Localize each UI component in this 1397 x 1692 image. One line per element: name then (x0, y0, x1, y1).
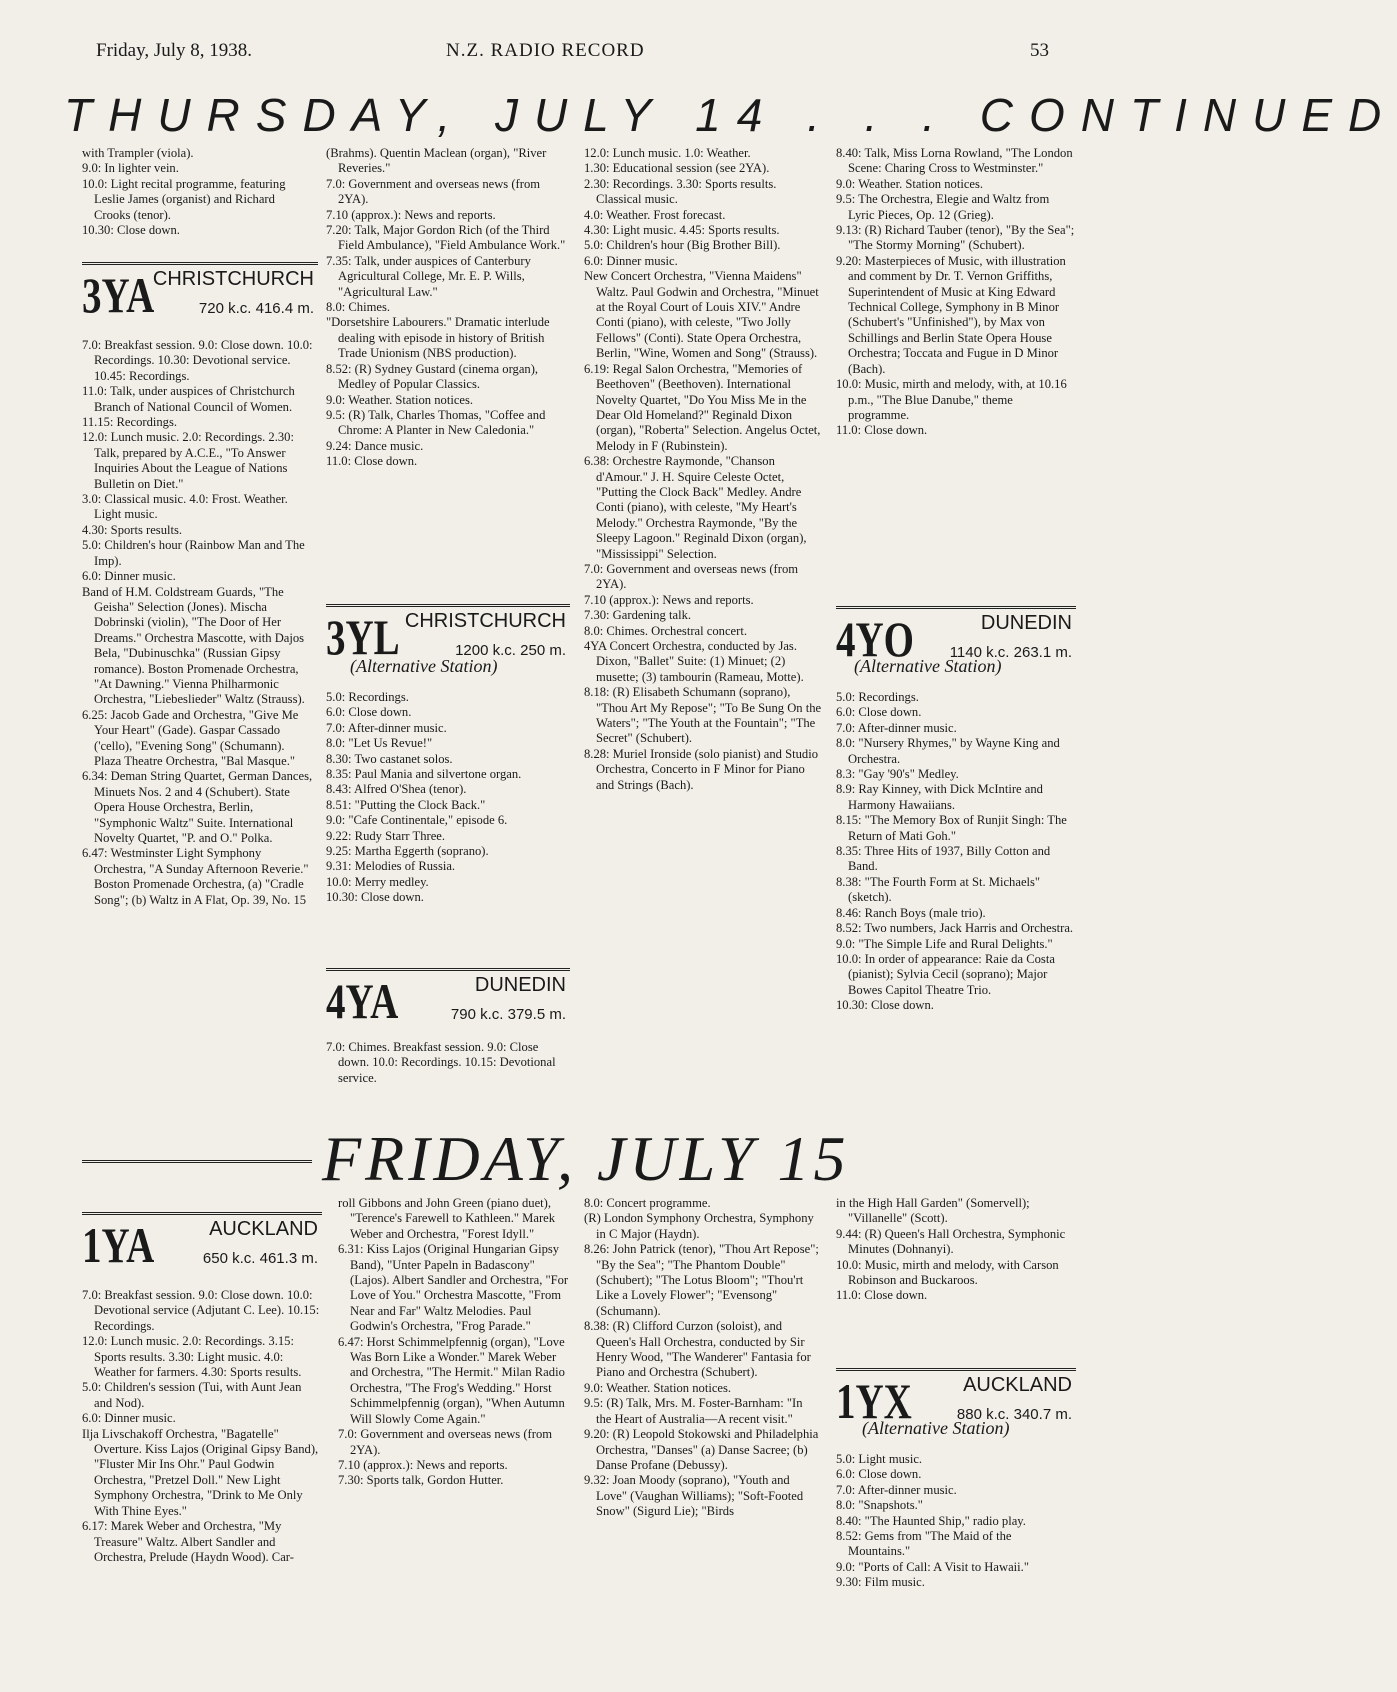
programme-entry: 8.30: Two castanet solos. (326, 751, 453, 766)
programme-entry: 6.47: Westminster Light Symphony Orchestra, "A Sunday Afternoon Reverie." Boston Promenade Orchestra, (a) "Cradle Song"; (b) Waltz in A Flat, Op. 39, No. 15 (82, 846, 309, 907)
programme-entry: roll Gibbons and John Green (piano duet), "Terence's Farewell to Kathleen." Marek Weber and Orchestra, "Forest Idyll." (338, 1196, 556, 1241)
programme-entry: 6.19: Regal Salon Orchestra, "Memories of Beethoven" (Beethoven). International Novelty Quartet, "Do You Miss Me in the Dear Old Homeland?" Reginald Dixon (organ), "Roberta" Selection. Angelus Octet, Melody in F (Rubinstein). (584, 361, 821, 453)
programme-entry: 5.0: Children's hour (Rainbow Man and The Imp). (82, 538, 305, 568)
programme-entry: 6.17: Marek Weber and Orchestra, "My Treasure" Waltz. Albert Sandler and Orchestra, Prelude (Haydn Wood). Car- (82, 1519, 294, 1564)
programme-entry: 6.0: Close down. (836, 1467, 922, 1482)
friday-col2 (338, 1196, 570, 1489)
thursday-col1-top (82, 146, 314, 238)
programme-entry: 9.0: Weather. Station notices. (584, 1380, 732, 1395)
programme-entry: 8.35: Three Hits of 1937, Billy Cotton and Band. (836, 844, 1051, 874)
station-call: 4YO (836, 611, 914, 667)
programme-entry: 9.44: (R) Queen's Hall Orchestra, Symphonic Minutes (Dohnanyi). (836, 1226, 1066, 1257)
programme-entry: 6.31: Kiss Lajos (Original Hungarian Gipsy Band), "Unter Papeln in Badascony" (Lajos). Albert Sandler and Orchestra, "For Love of You." Orchestra Mascotte, "From Near and Far" Waltz Melodies. Paul Godwin's Orchestra, "Frog Parade." (338, 1242, 569, 1334)
station-1yx-alternative: (Alternative Station) (862, 1418, 1010, 1438)
programme-entry: 11.0: Close down. (836, 423, 928, 438)
programme-entry: in the High Hall Garden" (Somervell); "Villanelle" (Scott). (836, 1196, 1030, 1226)
station-call: 1YA (82, 1217, 155, 1273)
programme-entry: 12.0: Lunch music. 2.0: Recordings. 3.15: Sports results. 3.30: Light music. 4.0: Weather for farmers. 4.30: Sports results. (82, 1334, 302, 1380)
programme-entry: 11.0: Close down. (836, 1288, 928, 1303)
thursday-col2-top (326, 146, 568, 470)
thursday-col2-4ya (326, 1040, 568, 1086)
programme-entry: 10.0: Light recital programme, featuring Leslie James (organist) and Richard Crooks (tenor). (82, 176, 286, 222)
station-city: CHRISTCHURCH (152, 268, 314, 290)
programme-entry: 6.0: Close down. (326, 705, 412, 720)
programme-entry: 7.0: After-dinner music. (836, 1482, 957, 1497)
station-city: DUNEDIN (980, 612, 1072, 634)
friday-col1 (82, 1288, 322, 1565)
thursday-col4-top (836, 146, 1076, 439)
station-rule (836, 606, 1076, 609)
programme-entry: Ilja Livschakoff Orchestra, "Bagatelle" Overture. Kiss Lajos (Original Gipsy Band), "Fluster Mir Ins Ohr." Paul Godwin Orchestra, "Pretzel Doll." New Light Symphony Orchestra, "Drink to Me Only With Thine Eyes." (82, 1426, 319, 1518)
station-frequency: 1200 k.c. 250 m. (455, 642, 566, 659)
programme-entry: 7.0: Government and overseas news (from 2YA). (338, 1427, 553, 1457)
friday-col4-top (836, 1196, 1076, 1304)
programme-entry: 10.0: Merry medley. (326, 874, 429, 889)
station-rule (326, 968, 570, 971)
programme-entry: 3.0: Classical music. 4.0: Frost. Weather. Light music. (82, 492, 288, 522)
programme-entry: 7.0: Chimes. Breakfast session. 9.0: Close down. 10.0: Recordings. 10.15: Devotional service. (326, 1040, 556, 1085)
programme-entry: 8.43: Alfred O'Shea (tenor). (326, 782, 467, 797)
programme-entry: 8.0: "Snapshots." (836, 1498, 923, 1513)
programme-entry: 10.30: Close down. (326, 890, 424, 905)
programme-entry: 9.0: In lighter vein. (82, 161, 179, 176)
programme-entry: 9.13: (R) Richard Tauber (tenor), "By the Sea"; "The Stormy Morning" (Schubert). (836, 223, 1075, 253)
programme-entry: 4.0: Weather. Frost forecast. (584, 207, 726, 222)
programme-entry: 9.0: Weather. Station notices. (836, 176, 984, 191)
programme-entry: 9.0: "Ports of Call: A Visit to Hawaii." (836, 1559, 1029, 1574)
thursday-col4-4yo (836, 690, 1076, 1014)
programme-entry: 7.10 (approx.): News and reports. (326, 207, 496, 222)
programme-entry: 8.9: Ray Kinney, with Dick McIntire and Harmony Hawaiians. (836, 782, 1043, 812)
programme-entry: 6.34: Deman String Quartet, German Dances, Minuets Nos. 2 and 4 (Schubert). State Opera House Orchestra, Berlin, "Symphonic Waltz" Suite. International Novelty Quartet, "P. and O." Polka. (82, 769, 313, 845)
programme-entry: 9.22: Rudy Starr Three. (326, 828, 446, 843)
programme-entry: 7.0: After-dinner music. (836, 720, 957, 735)
running-date: Friday, July 8, 1938. (96, 40, 253, 61)
programme-entry: (R) London Symphony Orchestra, Symphony in C Major (Haydn). (584, 1211, 814, 1241)
programme-entry: 8.38: (R) Clifford Curzon (soloist), and Queen's Hall Orchestra, conducted by Sir Henry Wood, "The Wanderer" Fantasia for Piano and Orchestra (Schubert). (584, 1319, 811, 1380)
station-city: AUCKLAND (209, 1218, 318, 1240)
programme-entry: 5.0: Light music. (836, 1452, 923, 1466)
programme-entry: 6.0: Dinner music. (82, 1411, 176, 1426)
thursday-heading: THURSDAY, JULY 14 . . . CONTINUED (64, 89, 1397, 141)
programme-entry: 10.30: Close down. (836, 998, 934, 1013)
programme-entry: 8.0: Concert programme. (584, 1196, 711, 1210)
programme-entry: 9.5: The Orchestra, Elegie and Waltz from Lyric Pieces, Op. 12 (Grieg). (836, 192, 1050, 222)
programme-entry: 8.40: Talk, Miss Lorna Rowland, "The London Scene: Charing Cross to Westminster." (836, 146, 1073, 176)
programme-entry: 8.3: "Gay '90's" Medley. (836, 767, 959, 782)
programme-entry: (Brahms). Quentin Maclean (organ), "River Reveries." (326, 146, 547, 176)
programme-entry: 10.30: Close down. (82, 223, 180, 238)
programme-entry: 7.0: Breakfast session. 9.0: Close down. 10.0: Recordings. 10.30: Devotional service. 10.45: Recordings. (82, 338, 313, 383)
programme-entry: 11.0: Talk, under auspices of Christchurch Branch of National Council of Women. (82, 384, 295, 414)
programme-entry: 11.15: Recordings. (82, 415, 178, 430)
station-rule (836, 1368, 1076, 1371)
programme-entry: 8.51: "Putting the Clock Back." (326, 797, 486, 812)
programme-entry: 10.0: In order of appearance: Raie da Costa (pianist); Sylvia Cecil (soprano); Major Bowes Capitol Theatre Trio. (836, 951, 1055, 997)
thursday-col2-3yl (326, 690, 568, 906)
friday-col4-1yx (836, 1452, 1076, 1591)
programme-entry: 6.0: Close down. (836, 705, 922, 720)
station-4yo-alternative: (Alternative Station) (854, 656, 1002, 676)
station-call: 3YL (326, 609, 400, 665)
programme-entry: 5.0: Recordings. (326, 690, 409, 704)
programme-entry: 9.24: Dance music. (326, 438, 424, 453)
friday-col3 (584, 1196, 820, 1520)
programme-entry: 8.0: "Nursery Rhymes," by Wayne King and Orchestra. (836, 736, 1060, 766)
friday-heading: FRIDAY, JULY 15 (322, 1123, 850, 1194)
programme-entry: 6.0: Dinner music. (82, 569, 176, 584)
programme-entry: 9.20: (R) Leopold Stokowski and Philadelphia Orchestra, "Danses" (a) Danse Sacree; (b) Danse Profane (Debussy). (584, 1427, 819, 1472)
programme-entry: 7.30: Gardening talk. (584, 608, 692, 623)
programme-entry: 7.35: Talk, under auspices of Canterbury Agricultural College, Mr. E. P. Wills, "Agricultural Law." (326, 253, 531, 299)
station-rule (82, 262, 318, 265)
friday-rule-left (82, 1160, 312, 1163)
programme-entry: 8.52: Gems from "The Maid of the Mountains." (836, 1529, 1012, 1559)
station-rule (326, 604, 570, 607)
programme-entry: 9.5: (R) Talk, Mrs. M. Foster-Barnham: "In the Heart of Australia—A recent visit." (584, 1396, 803, 1426)
programme-entry: 8.0: Chimes. (326, 300, 391, 315)
station-call: 4YA (326, 973, 399, 1029)
station-4ya (326, 968, 570, 1034)
programme-entry: 6.47: Horst Schimmelpfennig (organ), "Love Was Born Like a Wonder." Marek Weber and Orchestra, "The Hermit." Milan Radio Orchestra, "The Frog's Wedding." Horst Schimmelpfennig (organ), "When Autumn Will Slowly Come Again." (338, 1334, 565, 1426)
station-city: DUNEDIN (474, 974, 566, 996)
station-frequency: 720 k.c. 416.4 m. (198, 300, 314, 317)
programme-entry: 11.0: Close down. (326, 454, 418, 469)
programme-entry: 7.0: After-dinner music. (326, 720, 447, 735)
programme-entry: 7.0: Government and overseas news (from 2YA). (326, 176, 541, 207)
programme-entry: 6.25: Jacob Gade and Orchestra, "Give Me Your Heart" (Gade). Gaspar Cassado ('cello), "Evening Song" (Schumann). Plaza Theatre Orchestra, "Bal Masque." (82, 707, 299, 768)
programme-entry: 8.38: "The Fourth Form at St. Michaels" (sketch). (836, 874, 1041, 905)
station-3yl-alternative: (Alternative Station) (350, 656, 498, 676)
programme-entry: 7.30: Sports talk, Gordon Hutter. (338, 1473, 504, 1488)
programme-entry: 6.0: Dinner music. (584, 253, 678, 268)
station-1ya (82, 1212, 322, 1278)
programme-entry: 9.0: "The Simple Life and Rural Delights." (836, 936, 1053, 951)
programme-entry: 2.30: Recordings. 3.30: Sports results. Classical music. (584, 176, 777, 207)
programme-entry: 9.32: Joan Moody (soprano), "Youth and Love" (Vaughan Williams); "Soft-Footed Snow" (Sigurd Lie); "Birds (584, 1473, 804, 1519)
programme-entry: 8.52: (R) Sydney Gustard (cinema organ), Medley of Popular Classics. (326, 361, 539, 392)
programme-entry: 10.0: Music, mirth and melody, with Carson Robinson and Buckaroos. (836, 1257, 1059, 1288)
programme-entry: 8.35: Paul Mania and silvertone organ. (326, 767, 522, 782)
page-number: 53 (1030, 40, 1049, 61)
programme-entry: 5.0: Recordings. (836, 690, 919, 704)
programme-entry: 8.40: "The Haunted Ship," radio play. (836, 1513, 1026, 1528)
programme-entry: 9.5: (R) Talk, Charles Thomas, "Coffee and Chrome: A Planter in New Caledonia." (326, 407, 546, 438)
programme-entry: 9.30: Film music. (836, 1575, 925, 1590)
thursday-col3 (584, 146, 822, 793)
thursday-col1-rest (82, 338, 314, 908)
programme-entry: 8.26: John Patrick (tenor), "Thou Art Repose"; "By the Sea"; "The Phantom Double" (Schubert); "The Lotus Bloom"; "Thou'rt Like a Lovely Flower"; "Evensong" (Schumann). (584, 1242, 819, 1318)
programme-entry: 9.25: Martha Eggerth (soprano). (326, 844, 489, 859)
station-3ya (82, 262, 318, 328)
programme-entry: 7.20: Talk, Major Gordon Rich (of the Third Field Ambulance), "Field Ambulance Work." (326, 223, 566, 253)
programme-entry: 12.0: Lunch music. 2.0: Recordings. 2.30: Talk, prepared by A.C.E., "To Answer Inquiries About the League of Nations Bulletin on Diet." (82, 430, 294, 491)
programme-entry: 4.30: Sports results. (82, 522, 183, 537)
station-call: 3YA (82, 267, 155, 323)
programme-entry: 7.10 (approx.): News and reports. (338, 1457, 508, 1472)
programme-entry: with Trampler (viola). (82, 146, 194, 160)
programme-entry: 1.30: Educational session (see 2YA). (584, 161, 770, 176)
publication-title: N.Z. RADIO RECORD (446, 40, 645, 61)
programme-entry: 9.0: Weather. Station notices. (326, 392, 474, 407)
station-frequency: 790 k.c. 379.5 m. (450, 1006, 566, 1023)
station-city: AUCKLAND (963, 1374, 1072, 1396)
programme-entry: New Concert Orchestra, "Vienna Maidens" Waltz. Paul Godwin and Orchestra, "Minuet at the Royal Court of Louis XIV." Andre Conti (piano), with celeste, "Two Jolly Fellows" (Conti). State Opera Orchestra, Berlin, "Wine, Women and Song" (Strauss). (584, 269, 819, 361)
station-frequency: 1140 k.c. 263.1 m. (949, 644, 1072, 661)
programme-entry: 5.0: Children's session (Tui, with Aunt Jean and Nod). (82, 1380, 302, 1410)
programme-entry: "Dorsetshire Labourers." Dramatic interlude dealing with episode in history of British Trade Unionism (NBS production). (326, 315, 550, 361)
programme-entry: 8.15: "The Memory Box of Runjit Singh: The Return of Mati Goh." (836, 813, 1067, 843)
programme-entry: 9.20: Masterpieces of Music, with illustration and comment by Dr. T. Vernon Griffiths, Superintendent of Music at King Edward Technical College, Symphony in B Minor (Schubert's "Unfinished"), by Max von Schillings and Berlin State Opera House Orchestra; Toccata and Fugue in D Minor (Bach). (836, 253, 1066, 376)
programme-entry: 8.18: (R) Elisabeth Schumann (soprano), "Thou Art My Repose"; "To Be Sung On the Waters"; "The Youth at the Fountain"; "The Secret" (Schubert). (584, 685, 822, 746)
programme-entry: 7.0: Breakfast session. 9.0: Close down. 10.0: Devotional service (Adjutant C. Lee). 10.15: Recordings. (82, 1288, 320, 1333)
station-rule (82, 1212, 322, 1215)
programme-entry: 12.0: Lunch music. 1.0: Weather. (584, 146, 751, 160)
programme-entry: Band of H.M. Coldstream Guards, "The Geisha" Selection (Jones). Mischa Dobrinski (violin), "The Door of Her Dreams." Orchestra Mascotte, with Dajos Bela, "Dubinuschka" (Russian Gipsy romance). Boston Promenade Orchestra, "At Dawning." Vienna Philharmonic Orchestra, "Liebeslieder" Waltz (Strauss). (82, 584, 305, 707)
programme-entry: 7.10 (approx.): News and reports. (584, 592, 754, 607)
station-frequency: 880 k.c. 340.7 m. (956, 1406, 1072, 1423)
station-city: CHRISTCHURCH (404, 610, 566, 632)
programme-entry: 9.0: "Cafe Continentale," episode 6. (326, 813, 508, 828)
programme-entry: 5.0: Children's hour (Big Brother Bill). (584, 238, 781, 253)
programme-entry: 4YA Concert Orchestra, conducted by Jas. Dixon, "Ballet" Suite: (1) Minuet; (2) musette; (3) tambourin (Rameau, Motte). (584, 639, 804, 684)
station-frequency: 650 k.c. 461.3 m. (202, 1250, 318, 1267)
programme-entry: 4.30: Light music. 4.45: Sports results. (584, 223, 780, 238)
programme-entry: 8.46: Ranch Boys (male trio). (836, 905, 986, 920)
programme-entry: 8.0: "Let Us Revue!" (326, 736, 433, 751)
programme-entry: 6.38: Orchestre Raymonde, "Chanson d'Amour." J. H. Squire Celeste Octet, "Putting the Clock Back" Medley. Andre Conti (piano), with celeste, "My Heart's Melody." Orchestra Raymonde, "By the Sleepy Lagoon." Reginald Dixon (organ), "Mississippi" Selection. (584, 454, 807, 561)
station-call: 1YX (836, 1373, 912, 1429)
programme-entry: 8.0: Chimes. Orchestral concert. (584, 623, 747, 638)
programme-entry: 8.52: Two numbers, Jack Harris and Orchestra. (836, 921, 1074, 936)
programme-entry: 10.0: Music, mirth and melody, with, at 10.16 p.m., "The Blue Danube," theme programme. (836, 377, 1067, 422)
programme-entry: 8.28: Muriel Ironside (solo pianist) and Studio Orchestra, Concerto in F Minor for Piano and Strings (Bach). (584, 746, 819, 792)
programme-entry: 9.31: Melodies of Russia. (326, 859, 456, 874)
programme-entry: 7.0: Government and overseas news (from 2YA). (584, 561, 799, 592)
